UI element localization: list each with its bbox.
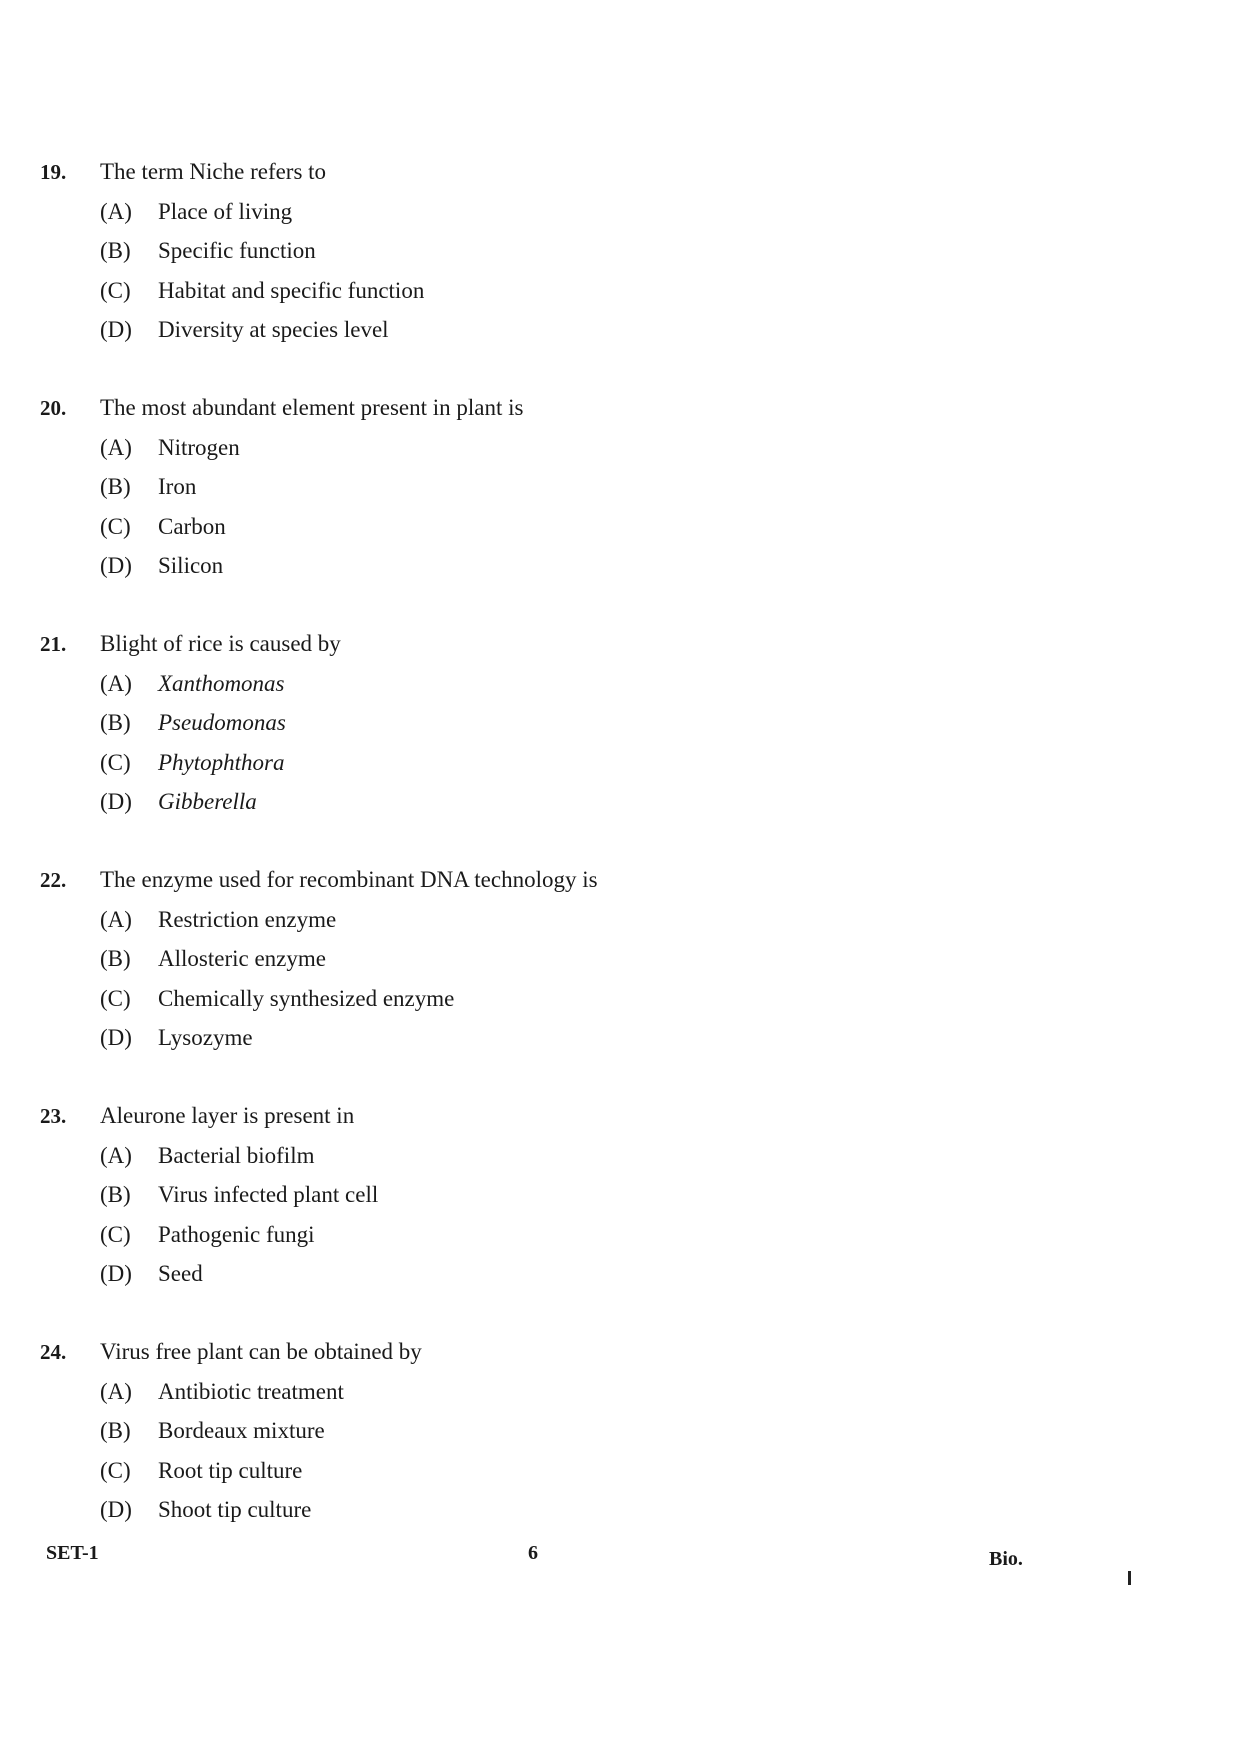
question-text: The most abundant element present in plant is	[100, 395, 524, 420]
option-c	[100, 271, 940, 311]
option-a	[100, 900, 940, 940]
option-text: Bacterial biofilm	[158, 1142, 315, 1168]
option-text: Allosteric enzyme	[158, 946, 326, 972]
option-letter: (A)	[100, 670, 132, 696]
option-text: Phytophthora	[158, 749, 285, 775]
option-letter: (D)	[100, 317, 132, 343]
question-stem	[40, 388, 940, 428]
question-text: The term Niche refers to	[100, 159, 327, 184]
option-letter: (D)	[100, 553, 132, 579]
option-letter: (C)	[100, 985, 131, 1011]
option-c	[100, 1215, 940, 1255]
option-letter: (B)	[100, 1182, 131, 1208]
option-letter: (B)	[100, 710, 131, 736]
option-text: Root tip culture	[158, 1457, 303, 1483]
option-b	[100, 1412, 940, 1452]
option-b	[100, 1176, 940, 1216]
option-d	[100, 547, 940, 587]
question-stem	[40, 624, 940, 664]
question-number: 21.	[40, 631, 67, 656]
question-number: 22.	[40, 867, 67, 892]
option-text: Antibiotic treatment	[158, 1378, 344, 1404]
option-c	[100, 1451, 940, 1491]
option-text: Habitat and specific function	[158, 277, 425, 303]
question-stem	[40, 152, 940, 192]
option-a	[100, 192, 940, 232]
option-letter: (C)	[100, 513, 131, 539]
option-d	[100, 1491, 940, 1531]
option-letter: (B)	[100, 474, 131, 500]
option-text: Silicon	[158, 553, 224, 579]
option-c	[100, 507, 940, 547]
option-letter: (D)	[100, 1025, 132, 1051]
option-text: Seed	[158, 1261, 203, 1287]
option-text: Carbon	[158, 513, 226, 539]
option-letter: (C)	[100, 277, 131, 303]
option-text: Pseudomonas	[158, 710, 286, 736]
option-letter: (B)	[100, 238, 131, 264]
option-text: Shoot tip culture	[158, 1497, 312, 1523]
option-a	[100, 1372, 940, 1412]
question-23	[40, 1096, 940, 1294]
option-d	[100, 783, 940, 823]
question-number: 19.	[40, 159, 67, 184]
option-letter: (B)	[100, 1418, 131, 1444]
option-b	[100, 940, 940, 980]
question-text: Blight of rice is caused by	[100, 631, 341, 656]
question-19	[40, 152, 940, 350]
option-a	[100, 1136, 940, 1176]
question-number: 23.	[40, 1103, 67, 1128]
question-21	[40, 624, 940, 822]
question-text: Virus free plant can be obtained by	[100, 1339, 422, 1364]
option-text: Diversity at species level	[158, 317, 389, 343]
set-label: SET-1	[46, 1542, 99, 1564]
option-letter: (A)	[100, 434, 132, 460]
option-b	[100, 232, 940, 272]
option-letter: (C)	[100, 1457, 131, 1483]
option-text: Xanthomonas	[158, 670, 285, 696]
question-number: 20.	[40, 395, 67, 420]
option-letter: (D)	[100, 1497, 132, 1523]
option-text: Place of living	[158, 198, 293, 224]
question-stem	[40, 1096, 940, 1136]
option-a	[100, 428, 940, 468]
option-text: Bordeaux mixture	[158, 1418, 325, 1444]
option-text: Virus infected plant cell	[158, 1182, 379, 1208]
option-letter: (A)	[100, 198, 132, 224]
option-b	[100, 468, 940, 508]
question-text: The enzyme used for recombinant DNA technology is	[100, 867, 598, 892]
option-c	[100, 743, 940, 783]
option-text: Nitrogen	[158, 434, 240, 460]
option-text: Lysozyme	[158, 1025, 253, 1051]
question-20	[40, 388, 940, 586]
option-letter: (B)	[100, 946, 131, 972]
subject-label: Bio.	[989, 1548, 1023, 1570]
question-text: Aleurone layer is present in	[100, 1103, 355, 1128]
question-22	[40, 860, 940, 1058]
question-stem	[40, 860, 940, 900]
option-b	[100, 704, 940, 744]
question-number: 24.	[40, 1339, 67, 1364]
option-a	[100, 664, 940, 704]
option-letter: (D)	[100, 1261, 132, 1287]
option-letter: (D)	[100, 789, 132, 815]
option-text: Specific function	[158, 238, 316, 264]
option-letter: (A)	[100, 906, 132, 932]
option-letter: (C)	[100, 1221, 131, 1247]
option-text: Iron	[158, 474, 197, 500]
option-letter: (A)	[100, 1142, 132, 1168]
option-text: Pathogenic fungi	[158, 1221, 315, 1247]
question-24	[40, 1332, 940, 1530]
option-c	[100, 979, 940, 1019]
option-letter: (C)	[100, 749, 131, 775]
question-stem	[40, 1332, 940, 1372]
option-letter: (A)	[100, 1378, 132, 1404]
option-text: Chemically synthesized enzyme	[158, 985, 455, 1011]
option-d	[100, 311, 940, 351]
page-number: 6	[528, 1542, 538, 1564]
option-d	[100, 1255, 940, 1295]
option-text: Gibberella	[158, 789, 257, 815]
option-text: Restriction enzyme	[158, 906, 337, 932]
edge-mark	[1128, 1571, 1131, 1585]
option-d	[100, 1019, 940, 1059]
